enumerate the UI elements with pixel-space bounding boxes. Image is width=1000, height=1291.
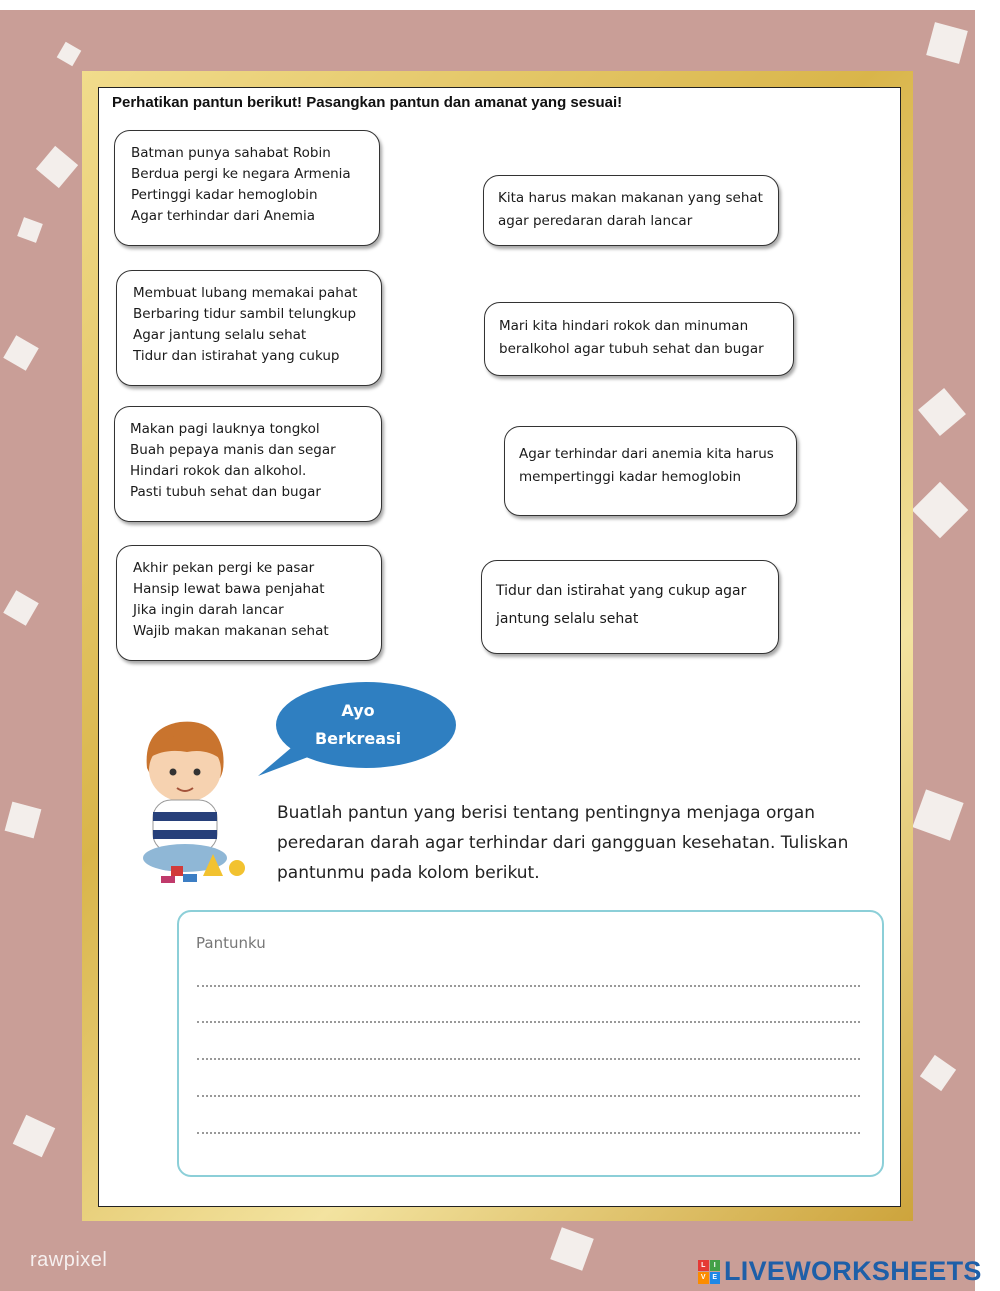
pantun-line: Batman punya sahabat Robin [131, 145, 331, 161]
watermark: rawpixel [30, 1249, 108, 1271]
pantun-line: Wajib makan makanan sehat [133, 623, 329, 639]
bubble-line: Ayo [341, 701, 375, 720]
amanat-line: Tidur dan istirahat yang cukup agar [496, 583, 747, 599]
pantun-line: Agar jantung selalu sehat [133, 327, 307, 343]
logo-letter: V [698, 1272, 709, 1284]
confetti-square [920, 1055, 956, 1091]
confetti-square [3, 590, 39, 626]
confetti-square [5, 802, 42, 839]
confetti-square [918, 388, 966, 436]
task-line: Buatlah pantun yang berisi tentang pentingnya menjaga organ [277, 803, 816, 823]
pantun-card-3[interactable] [114, 406, 382, 522]
pantun-line: Tidur dan istirahat yang cukup [133, 348, 340, 364]
answer-box[interactable] [177, 910, 884, 1177]
amanat-line: beralkohol agar tubuh sehat dan bugar [499, 341, 764, 357]
instruction-text: Perhatikan pantun berikut! Pasangkan pantun dan amanat yang sesuai! [112, 94, 623, 111]
pantun-line: Berdua pergi ke negara Armenia [131, 166, 351, 182]
pantun-line: Makan pagi lauknya tongkol [130, 421, 320, 437]
writing-line[interactable] [197, 985, 860, 987]
bubble-line: Berkreasi [314, 729, 402, 748]
pantun-card-2[interactable] [116, 270, 382, 386]
liveworksheets-logo-icon [698, 1260, 720, 1284]
pantun-line: Pasti tubuh sehat dan bugar [130, 484, 321, 500]
pantun-line: Hansip lewat bawa penjahat [133, 581, 325, 597]
amanat-line: agar peredaran darah lancar [498, 213, 693, 229]
pantun-line: Agar terhindar dari Anemia [131, 208, 316, 224]
task-line: peredaran darah agar terhindar dari gangguan kesehatan. Tuliskan [277, 833, 849, 853]
pantun-line: Jika ingin darah lancar [133, 602, 284, 618]
amanat-line: Kita harus makan makanan yang sehat [498, 190, 763, 206]
writing-line[interactable] [197, 1058, 860, 1060]
pantun-line: Membuat lubang memakai pahat [133, 285, 358, 301]
amanat-line: jantung selalu sehat [496, 611, 639, 627]
answer-box-title: Pantunku [196, 934, 266, 952]
writing-line[interactable] [197, 1021, 860, 1023]
pantun-line: Akhir pekan pergi ke pasar [133, 560, 315, 576]
pantun-line: Buah pepaya manis dan segar [130, 442, 336, 458]
liveworksheets-name: LIVEWORKSHEETS [724, 1256, 982, 1286]
confetti-square [926, 22, 968, 64]
confetti-square [912, 789, 963, 840]
amanat-line: Mari kita hindari rokok dan minuman [499, 318, 749, 334]
amanat-line: mempertinggi kadar hemoglobin [519, 469, 742, 485]
confetti-square [550, 1227, 594, 1271]
amanat-line: Agar terhindar dari anemia kita harus [519, 446, 774, 462]
amanat-card-2[interactable] [484, 302, 794, 376]
bubble-text [298, 697, 418, 753]
pantun-line: Hindari rokok dan alkohol. [130, 463, 307, 479]
confetti-square [36, 146, 78, 188]
task-line: pantunmu pada kolom berikut. [277, 863, 540, 883]
boy-illustration [125, 708, 265, 888]
logo-letter: I [710, 1260, 721, 1272]
confetti-square [17, 217, 43, 243]
logo-letter: L [698, 1260, 709, 1272]
pantun-card-1[interactable] [114, 130, 380, 246]
task-instruction [277, 798, 889, 888]
pantun-card-4[interactable] [116, 545, 382, 661]
writing-line[interactable] [197, 1095, 860, 1097]
pantun-line: Pertinggi kadar hemoglobin [131, 187, 318, 203]
amanat-card-3[interactable] [504, 426, 797, 516]
amanat-card-4[interactable] [481, 560, 779, 654]
pantun-line: Berbaring tidur sambil telungkup [133, 306, 357, 322]
confetti-square [13, 1115, 56, 1158]
confetti-square [57, 42, 82, 67]
liveworksheets-brand[interactable] [698, 1256, 982, 1287]
logo-letter: E [710, 1272, 721, 1284]
amanat-card-1[interactable] [483, 175, 779, 246]
writing-line[interactable] [197, 1132, 860, 1134]
confetti-square [912, 482, 969, 539]
confetti-square [3, 335, 39, 371]
